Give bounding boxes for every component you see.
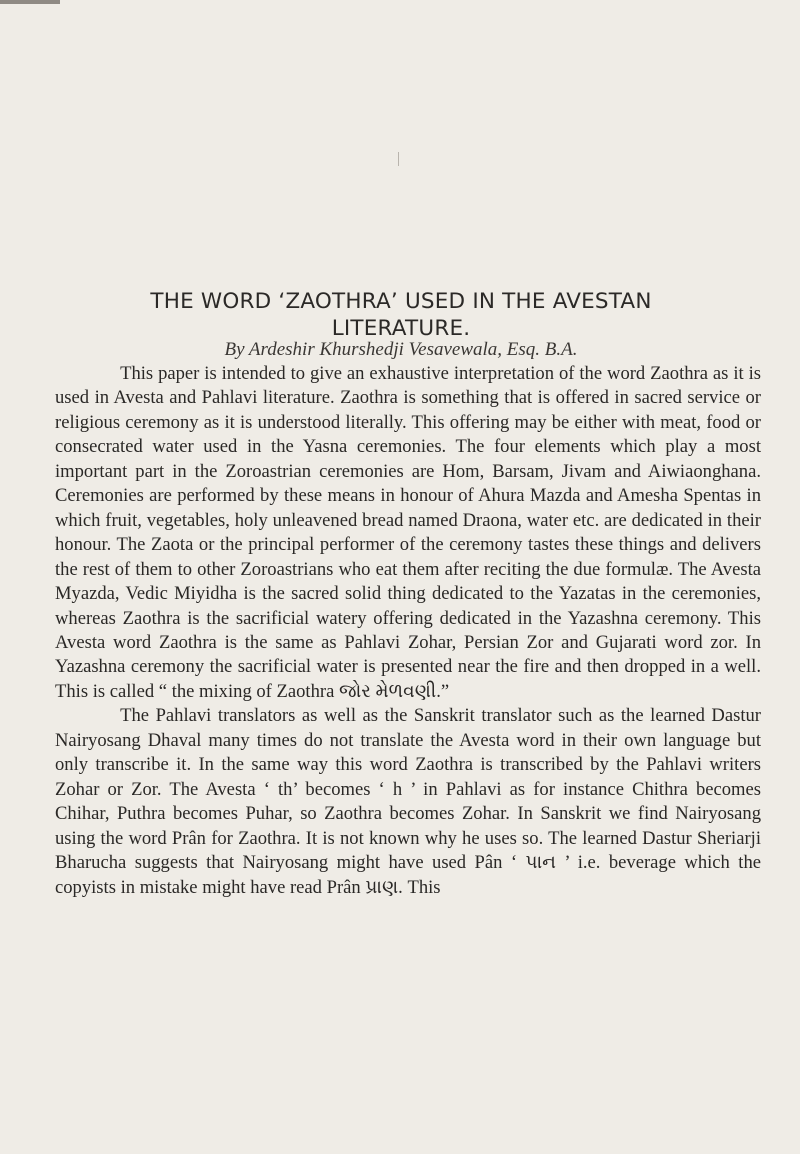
title-line-2: LITERATURE.: [331, 316, 471, 341]
article-body: [55, 362, 761, 900]
page-mark: [398, 152, 399, 166]
author-byline: By Ardeshir Khurshedji Vesavewala, Esq. B.A.: [224, 339, 578, 360]
article-title: [56, 288, 746, 342]
paragraph-2: The Pahlavi translators as well as the Sanskrit translator such as the learned Dastur Nairyosang Dhaval many times do not translate the Avesta word in their own language but only transcribe it. In the same way this word Zaothra is transcribed by the Pahlavi writers Zohar or Zor. The Avesta ‘ th’ becomes ‘ h ’ in Pahlavi as for instance Chithra becomes Chihar, Puthra becomes Puhar, so Zaothra becomes Zohar. In Sanskrit we find Nairyosang using the word Prân for Zaothra. It is not known why he uses so. The learned Dastur Sheriarji Bharucha suggests that Nairyosang might have used Pân ‘ પાન ’ i.e. beverage which the copyists in mistake might have read Prân પ્રાણ. This: [55, 705, 761, 898]
page-edge-shadow: [0, 0, 60, 4]
title-line-1: THE WORD ‘ZAOTHRA’ USED IN THE AVESTAN: [150, 289, 652, 314]
paragraph-1: This paper is intended to give an exhaustive interpretation of the word Zaothra as it is used in Avesta and Pahlavi literature. Zaothra is something that is offered in sacred service or religious ceremony as it is understood literally. This offering may be either with meat, food or consecrated water used in the Yasna ceremonies. The four elements which play a most important part in the Zoroastrian ceremonies are Hom, Barsam, Jivam and Aiwiaonghana. Ceremonies are performed by these means in honour of Ahura Mazda and Amesha Spentas in which fruit, vegetables, holy unleavened bread named Draona, water etc. are dedicated in their honour. The Zaota or the principal performer of the ceremony tastes these things and delivers the rest of them to other Zoroastrians who eat them after reciting the due formulæ. The Avesta Myazda, Vedic Miyidha is the sacred solid thing dedicated to the Yazatas in the ceremonies, whereas Zaothra is the sacrificial watery offering dedicated in the Yazashna ceremony. This Avesta word Zaothra is the same as Pahlavi Zohar, Persian Zor and Gujarati word zor. In Yazashna ceremony the sacrificial water is presented near the fire and then dropped in a well. This is called “ the mixing of Zaothra જોર મેળવણી.”: [55, 363, 761, 702]
